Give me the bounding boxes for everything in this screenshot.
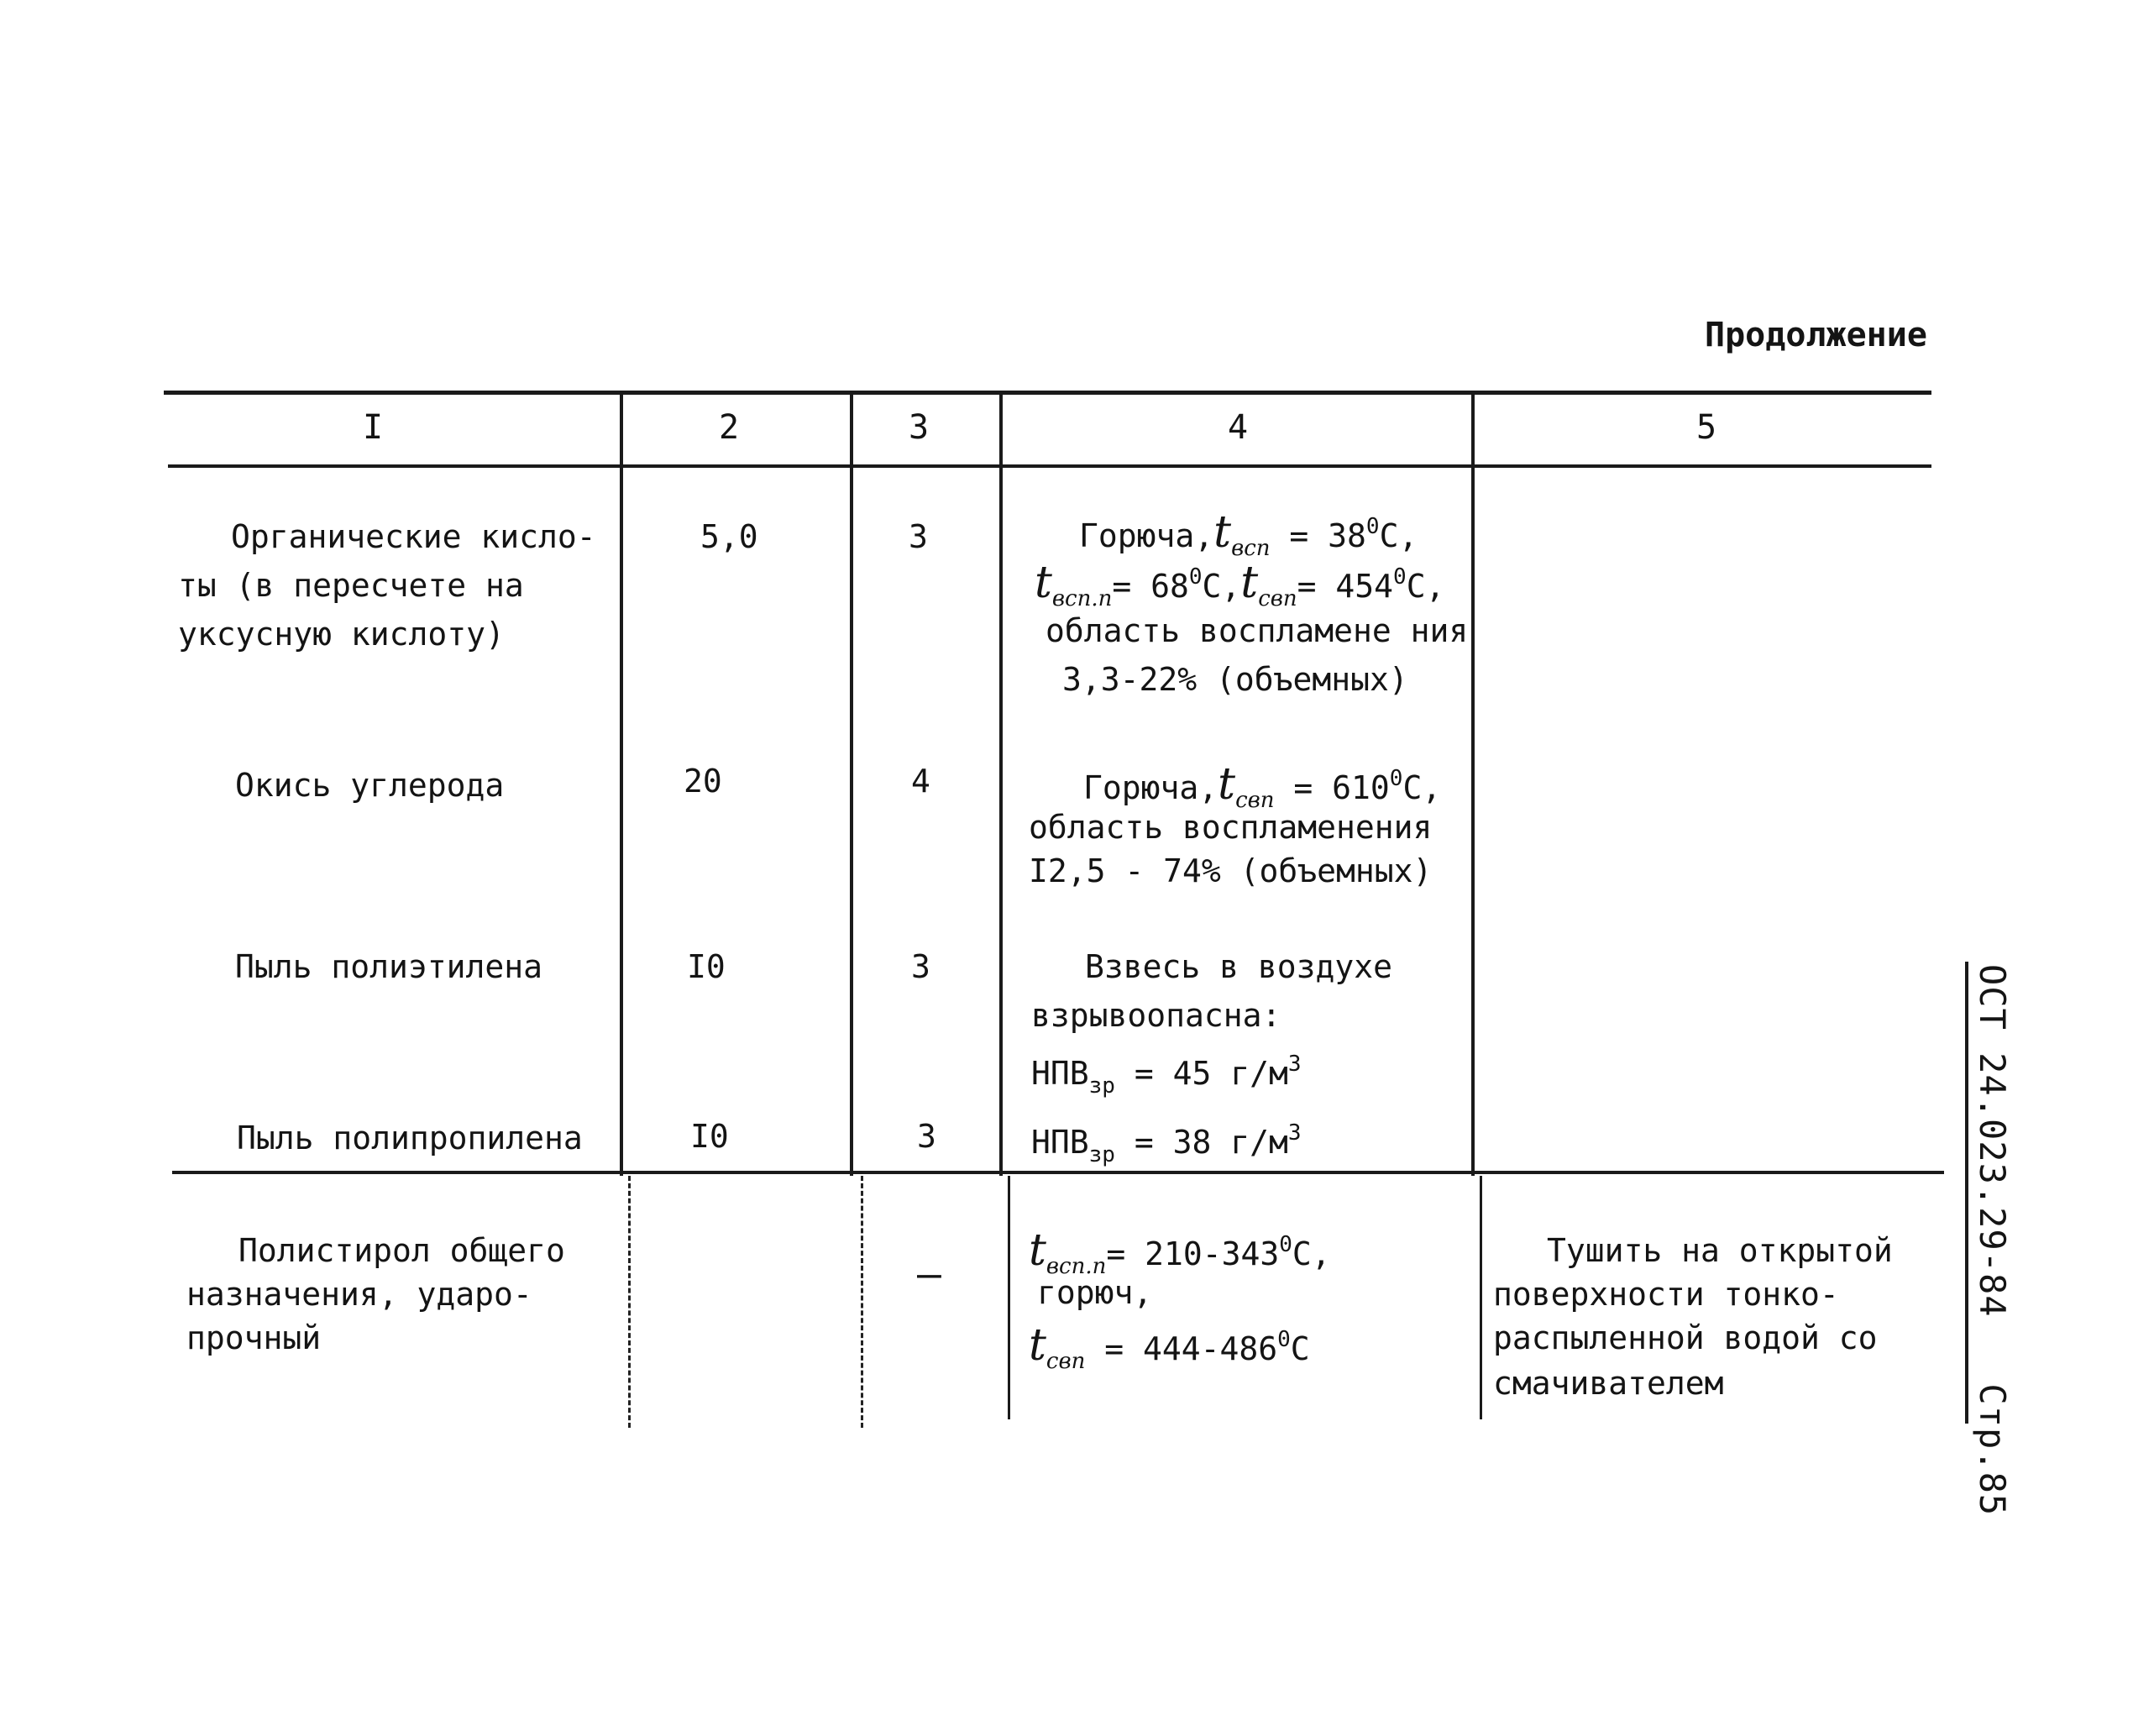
row-name-line: Органические кисло- [231, 518, 596, 555]
continuation-label: Продолжение [1705, 316, 1927, 354]
cell-properties-line: Взвесь в воздухе [1085, 948, 1393, 985]
col-divider-4-lower [1480, 1176, 1482, 1419]
row-name-line: уксусную кислоту) [178, 616, 505, 653]
cell-properties-line: $Горюча,t_{свп} = 610^0С$, [1083, 759, 1442, 813]
row-name-line: ты (в пересчете на [178, 567, 524, 604]
row-name-line: Пыль полиэтилена [235, 948, 543, 985]
document-code: ОСТ 24.023.29-84 Стр.85 [1972, 964, 2013, 1517]
cell-concentration: 5,0 [700, 518, 758, 555]
row-name-line: назначения, ударо- [186, 1276, 532, 1313]
cell-properties-line: $t_{всп.п}= 210-343^0С$, [1029, 1225, 1331, 1279]
col-divider-2 [850, 395, 853, 1176]
cell-concentration: 20 [684, 763, 722, 800]
header-bottom-rule [168, 464, 1931, 468]
cell-extinguishing-line: поверхности тонко- [1493, 1276, 1839, 1313]
cell-concentration: I0 [687, 948, 726, 985]
cell-properties-line: I2,5 - 74% (объемных) [1029, 852, 1433, 889]
cell-properties-line: $Горюча,t_{всп} = 38^0С$, [1079, 507, 1418, 561]
cell-extinguishing-line: смачивателем [1493, 1365, 1724, 1402]
side-code-rule [1965, 962, 1968, 1424]
row-name-line: прочный [186, 1319, 322, 1356]
cell-properties-line: область воспламене ния [1046, 612, 1469, 649]
cell-properties-line: $t_{свп} = 444-486^0С$ [1029, 1320, 1310, 1374]
table-top-rule [164, 391, 1931, 395]
cell-hazard-class: 4 [911, 763, 930, 800]
col-header-2: 2 [719, 408, 740, 447]
col-header-3: 3 [909, 408, 930, 447]
cell-properties-line: горюч, [1037, 1274, 1153, 1311]
col-header-5: 5 [1696, 408, 1717, 447]
cell-properties-line: $НПВ_{зр} = 45$ $г/м^3$ [1031, 1052, 1302, 1099]
col-divider-1-lower [628, 1176, 631, 1428]
col-header-4: 4 [1228, 408, 1249, 447]
cell-concentration: I0 [690, 1118, 729, 1155]
cell-properties-line: $t_{всп.п}= 68^0С,t_{свп}= 454^0С$, [1035, 558, 1445, 611]
col-divider-4 [1471, 395, 1475, 1176]
cell-hazard-class: — [917, 1251, 941, 1298]
cell-properties-line: область воспламенения [1029, 809, 1433, 846]
col-header-1: I [363, 408, 384, 447]
col-divider-1 [620, 395, 623, 1176]
col-divider-3-lower [1008, 1176, 1010, 1419]
cell-extinguishing-line: Тушить на открытой [1547, 1232, 1893, 1269]
col-divider-3 [999, 395, 1003, 1176]
cell-extinguishing-line: распыленной водой со [1493, 1319, 1878, 1356]
cell-hazard-class: 3 [911, 948, 930, 985]
cell-hazard-class: 3 [917, 1118, 936, 1155]
row-name-line: Пыль полипропилена [237, 1120, 583, 1156]
cell-properties-line: $НПВ_{зр} = 38$ $г/м^3$ [1031, 1120, 1302, 1167]
row-name-line: Полистирол общего [238, 1232, 565, 1269]
cell-properties-line: 3,3-22% (объемных) [1062, 661, 1408, 698]
row-name-line: Окись углерода [235, 767, 505, 804]
cell-hazard-class: 3 [909, 518, 928, 555]
col-divider-2-lower [861, 1176, 863, 1428]
cell-properties-line: взрывоопасна: [1031, 997, 1281, 1034]
